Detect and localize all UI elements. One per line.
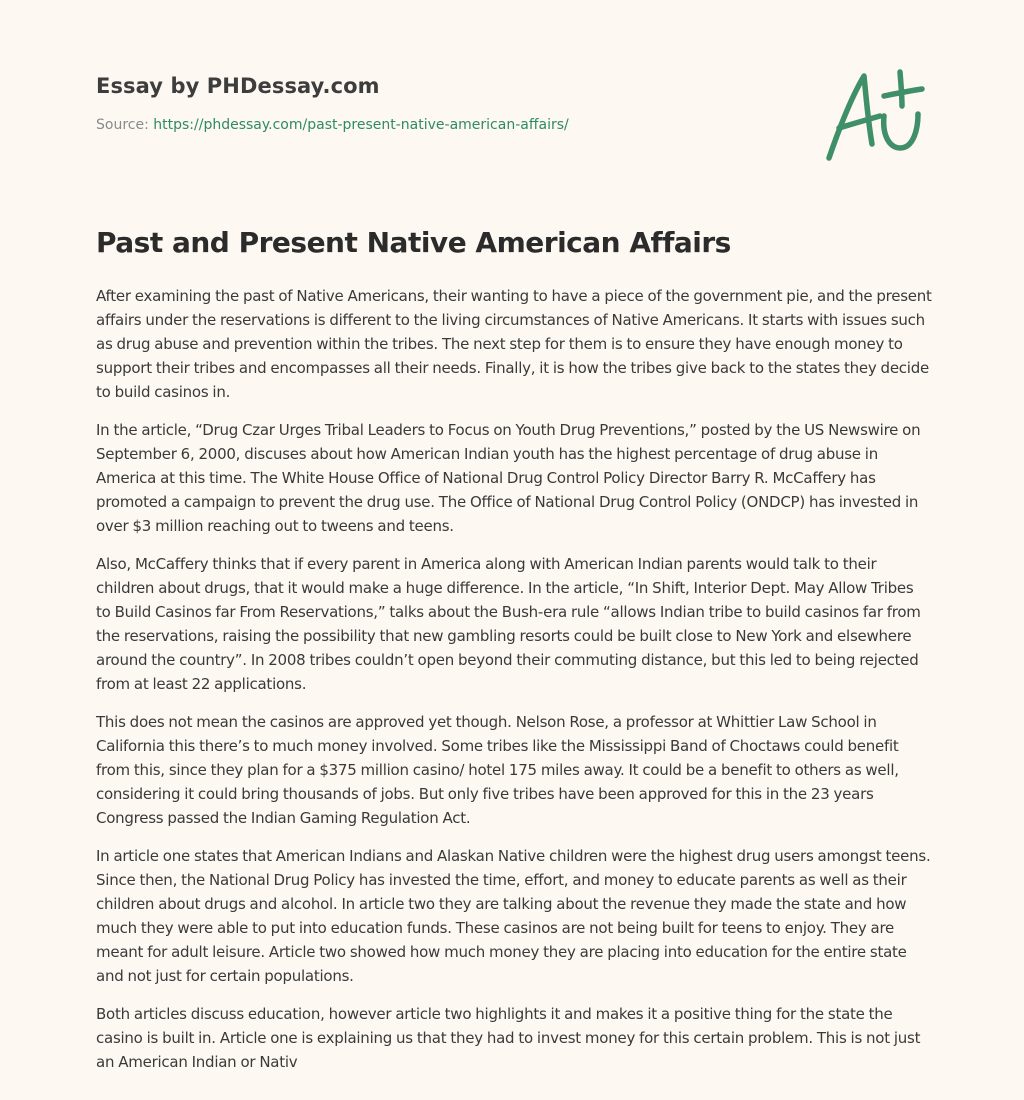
essay-header xyxy=(96,74,796,133)
source-line xyxy=(96,117,796,133)
brand-title: Essay by PHDessay.com xyxy=(96,74,380,98)
page-title: Past and Present Native American Affairs xyxy=(96,226,731,259)
paragraph: This does not mean the casinos are approved yet though. Nelson Rose, a professor at Whittier Law School in California this there’s to much money involved. Some tribes like the Mississippi Band of Choctaws could benefit from this, since they plan for a $375 million casino/ hotel 175 miles away. It could be a benefit to others as well, considering it could bring thousands of jobs. But only five tribes have been approved for this in the 23 years Congress passed the Indian Gaming Regulation Act. xyxy=(96,713,899,827)
article-body xyxy=(96,284,932,1088)
paragraph: Both articles discuss education, however article two highlights it and makes it a positive thing for the state the casino is built in. Article one is explaining us that they had to invest money for this certain problem. This is not just an American Indian or Nativ xyxy=(96,1005,921,1071)
paragraph: Also, McCaffery thinks that if every parent in America along with American Indian parents would talk to their children about drugs, that it would make a huge difference. In the article, “In Shift, Interior Dept. May Allow Tribes to Build Casinos far From Reservations,” talks about the Bush-era rule “allows Indian tribe to build casinos far from the reservations, raising the possibility that new gambling resorts could be built close to New York and elsewhere around the country”. In 2008 tribes couldn’t open beyond their commuting distance, but this led to being rejected from at least 22 applications. xyxy=(96,555,921,693)
source-label: Source: xyxy=(96,117,154,133)
paragraph: After examining the past of Native Americans, their wanting to have a piece of the government pie, and the present affairs under the reservations is different to the living circumstances of Native Americans. It starts with issues such as drug abuse and prevention within the tribes. The next step for them is to ensure they have enough money to support their tribes and encompasses all their needs. Finally, it is how the tribes give back to the states they decide to build casinos in. xyxy=(96,287,932,401)
paragraph: In the article, “Drug Czar Urges Tribal Leaders to Focus on Youth Drug Preventions,” posted by the US Newswire on September 6, 2000, discuses about how American Indian youth has the highest percentage of drug abuse in America at this time. The White House Office of National Drug Control Policy Director Barry R. McCaffery has promoted a campaign to prevent the drug use. The Office of National Drug Control Policy (ONDCP) has invested in over $3 million reaching out to tweens and teens. xyxy=(96,421,921,535)
source-link[interactable]: https://phdessay.com/past-present-native-american-affairs/ xyxy=(153,117,569,133)
paragraph: In article one states that American Indians and Alaskan Native children were the highest drug users amongst teens. Since then, the National Drug Policy has invested the time, effort, and money to educate parents as well as their children about drugs and alcohol. In article two they are talking about the revenue they made the state and how much they were able to put into education funds. These casinos are not being built for teens to enjoy. They are meant for adult leisure. Article two showed how much money they are placing into education for the entire state and not just for certain populations. xyxy=(96,847,931,985)
a-plus-grade-icon xyxy=(822,66,932,166)
